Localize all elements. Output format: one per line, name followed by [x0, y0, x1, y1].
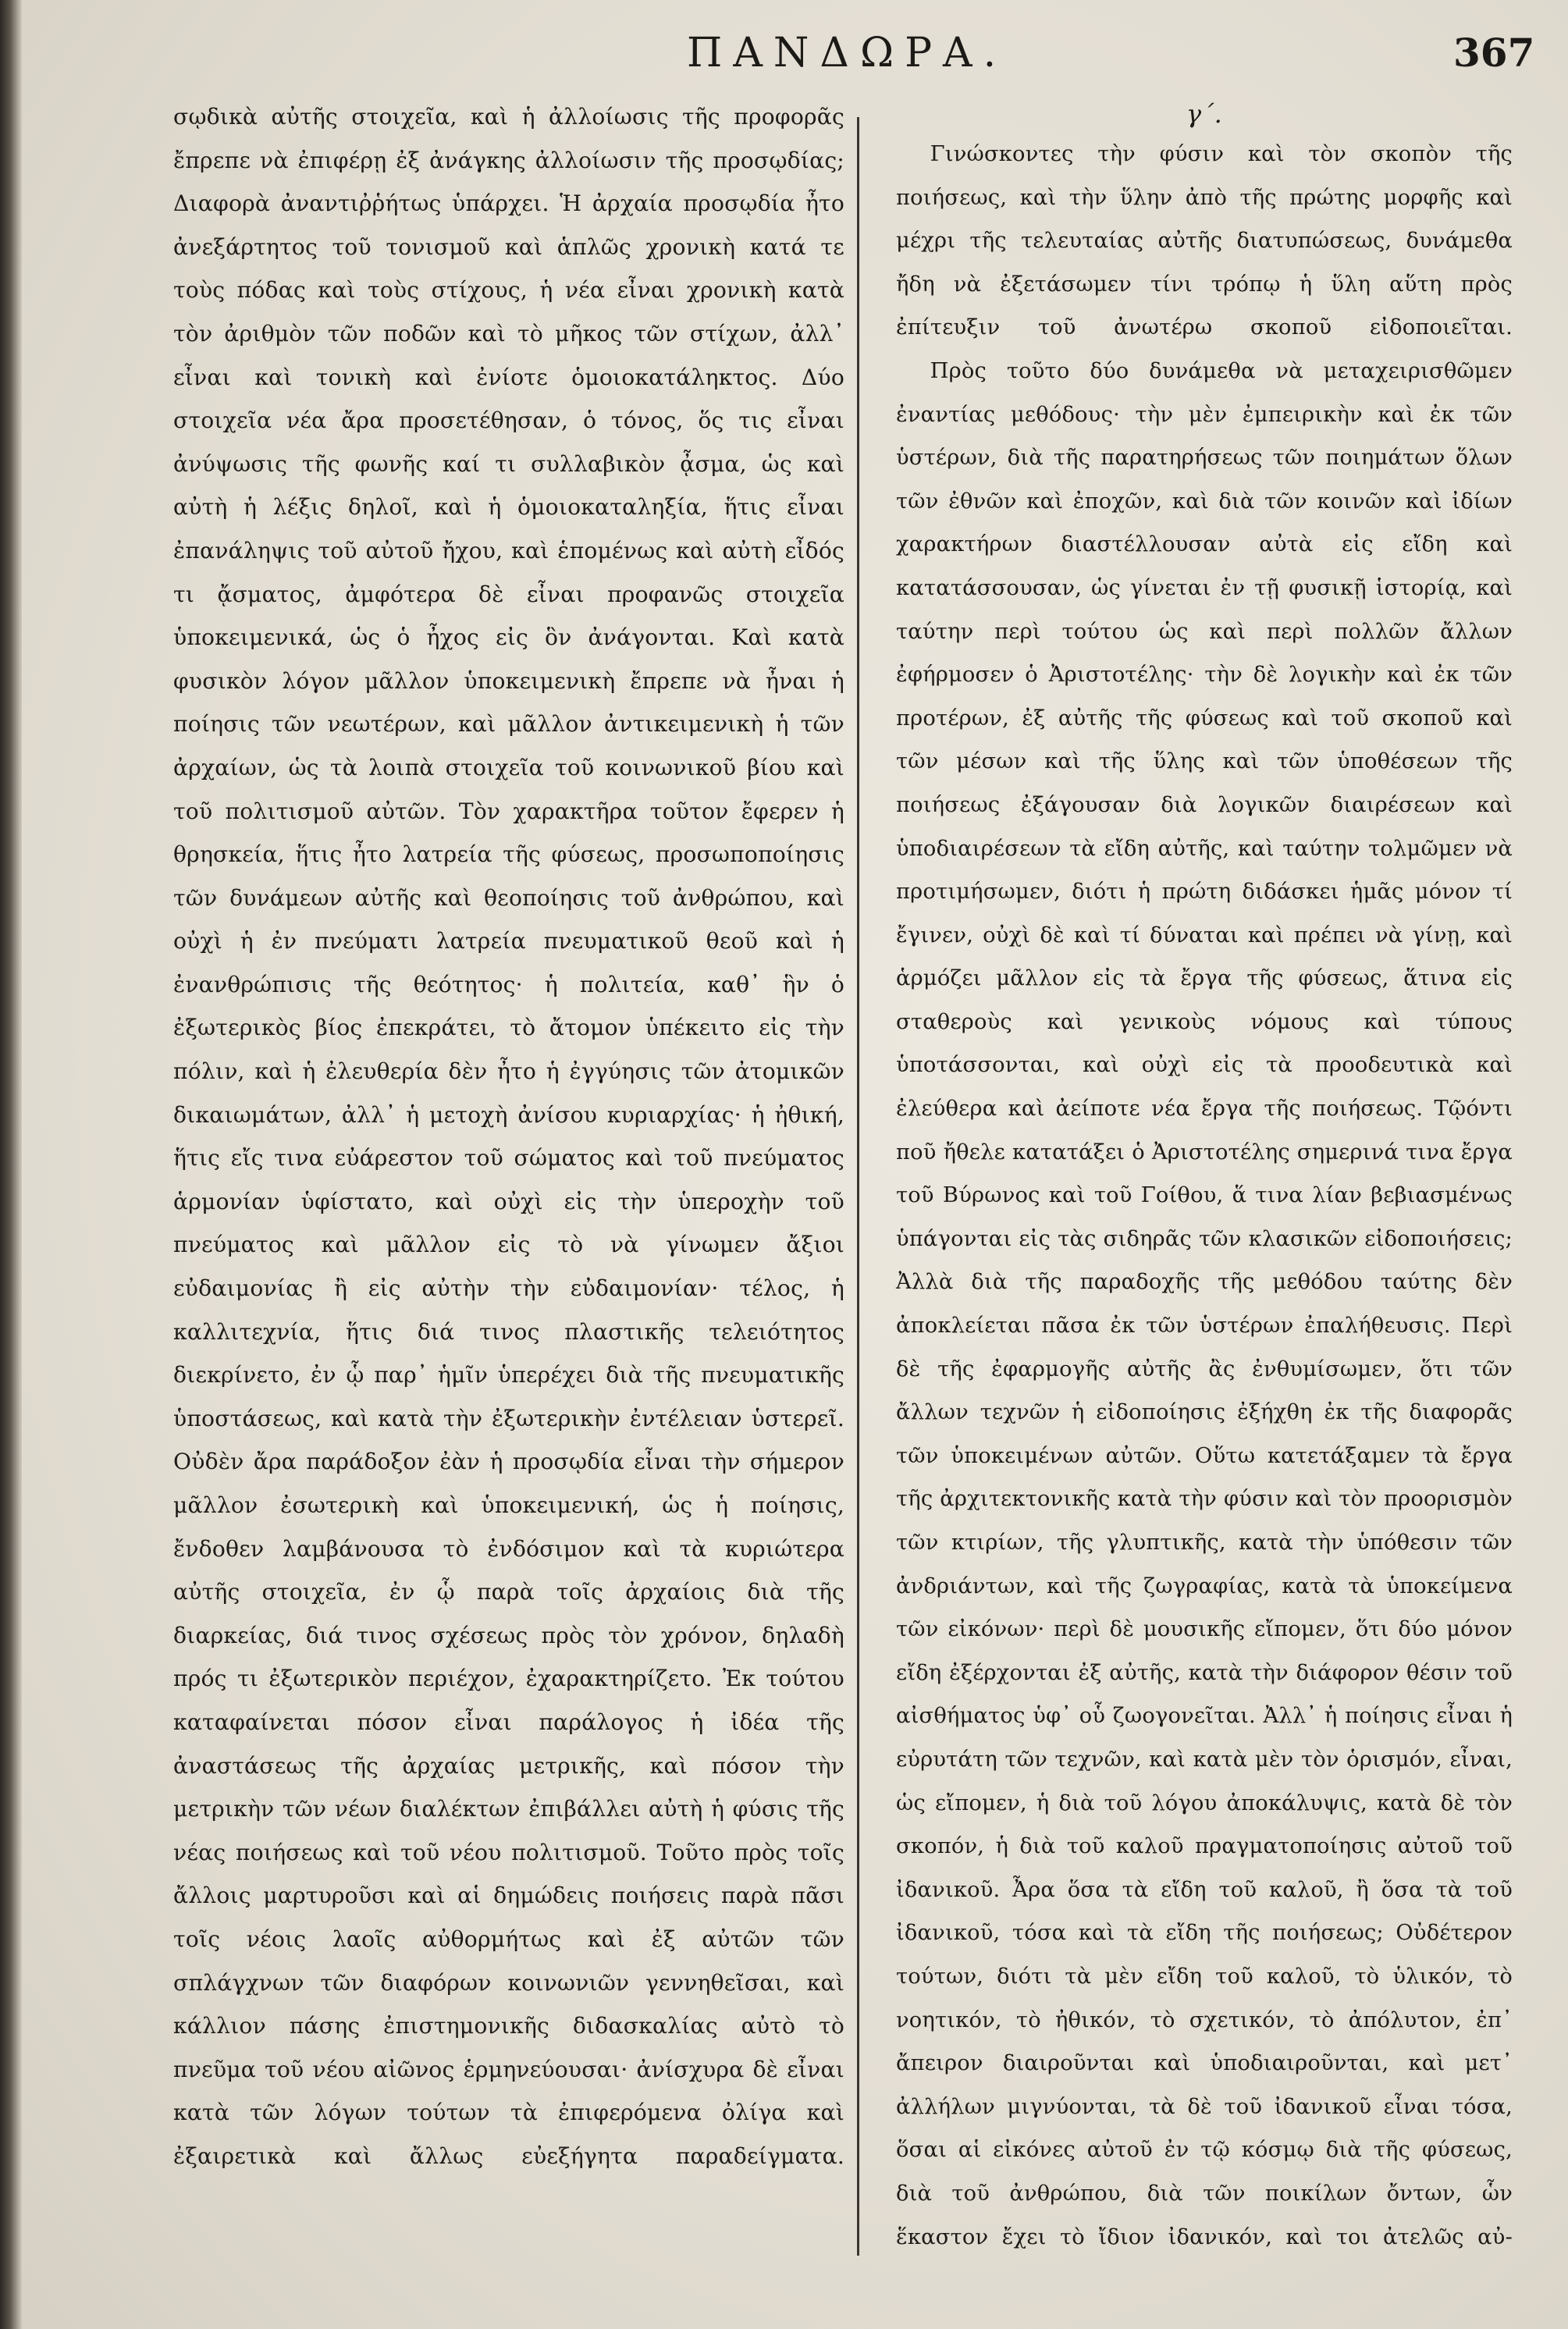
column-divider	[857, 117, 859, 2256]
page-number: 367	[1453, 30, 1535, 76]
journal-title: ΠΑΝΔΩΡΑ.	[687, 30, 1008, 76]
right-paragraph-1: Γινώσκοντες τὴν φύσιν καὶ τὸν σκοπὸν τῆς ποιήσεως, καὶ τὴν ὕλην ἀπὸ τῆς πρώτης μορφῆς καὶ μέχρι τῆς τελευταίας αὐτῆς διατυπώσεως, δυνάμεθα ἤδη νὰ ἐξετάσωμεν τίνι τρόπῳ ἡ ὕλη αὕτη πρὸς ἐπίτευξιν τοῦ ἀνωτέρω σκοποῦ εἰδοποιεῖται.	[896, 142, 1513, 340]
left-column	[173, 95, 844, 2296]
section-mark: γ΄.	[1186, 99, 1222, 129]
binding-gutter	[0, 0, 22, 2329]
running-head	[0, 30, 1568, 84]
right-paragraph-2: Πρὸς τοῦτο δύο δυνάμεθα νὰ μεταχειρισθῶμεν ἐναντίας μεθόδους· τὴν μὲν ἐμπειρικὴν καὶ ἐκ τῶν ὑστέρων, διὰ τῆς παρατηρήσεως τῶν ποιημάτων ὅλων τῶν ἐθνῶν καὶ ἐποχῶν, καὶ διὰ τῶν κοινῶν καὶ ἰδίων χαρακτήρων διαστέλλουσαν αὐτὰ εἰς εἴδη καὶ κατατάσσουσαν, ὡς γίνεται ἐν τῇ φυσικῇ ἱστορίᾳ, καὶ ταύτην περὶ τούτου ὡς καὶ περὶ πολλῶν ἄλλων ἐφήρμοσεν ὁ Ἀριστοτέλης· τὴν δὲ λογικὴν καὶ ἐκ τῶν προτέρων, ἐξ αὐτῆς τῆς φύσεως καὶ τοῦ σκοποῦ καὶ τῶν μέσων καὶ τῆς ὕλης καὶ τῶν ὑποθέσεων τῆς ποιήσεως ἐξάγουσαν διὰ λογικῶν διαιρέσεων καὶ ὑποδιαιρέσεων τὰ εἴδη αὐτῆς, καὶ ταύτην τολμῶμεν νὰ προτιμήσωμεν, διότι ἡ πρώτη διδάσκει ἡμᾶς μόνον τί ἔγινεν, οὐχὶ δὲ καὶ τί δύναται καὶ πρέπει νὰ γίνῃ, καὶ ἁρμόζει μᾶλλον εἰς τὰ ἔργα τῆς φύσεως, ἅτινα εἰς σταθεροὺς καὶ γενικοὺς νόμους καὶ τύπους ὑποτάσσονται, καὶ οὐχὶ εἰς τὰ προοδευτικὰ καὶ ἐλεύθερα καὶ ἀείποτε νέα ἔργα τῆς ποιήσεως. Τῷόντι ποῦ ἤθελε κατατάξει ὁ Ἀριστοτέλης σημερινά τινα ἔργα τοῦ Βύρωνος καὶ τοῦ Γοίθου, ἅ τινα λίαν βεβιασμένως ὑπάγονται εἰς τὰς σιδηρᾶς τῶν κλασικῶν εἰδοποιήσεις; Ἀλλὰ διὰ τῆς παραδοχῆς τῆς μεθόδου ταύτης δὲν ἀποκλείεται πᾶσα ἐκ τῶν ὑστέρων ἐπαλήθευσις. Περὶ δὲ τῆς ἐφαρμογῆς αὐτῆς ἂς ἐνθυμίσωμεν, ὅτι τῶν ἄλλων τεχνῶν ἡ εἰδοποίησις ἐξήχθη ἐκ τῆς διαφορᾶς τῶν ὑποκειμένων αὐτῶν. Οὕτω κατετάξαμεν τὰ ἔργα τῆς ἀρχιτεκτονικῆς κατὰ τὴν φύσιν καὶ τὸν προορισμὸν τῶν κτιρίων, τῆς γλυπτικῆς, κατὰ τὴν ὑπόθεσιν τῶν ἀνδριάντων, καὶ τῆς ζωγραφίας, κατὰ τὰ ὑποκείμενα τῶν εἰκόνων· περὶ δὲ μουσικῆς εἴπομεν, ὅτι δύο μόνον εἴδη ἐξέρχονται ἐξ αὐτῆς, κατὰ τὴν διάφορον θέσιν τοῦ αἰσθήματος ὑφ᾽ οὗ ζωογονεῖται. Ἀλλ᾽ ἡ ποίησις εἶναι ἡ εὐρυτάτη τῶν τεχνῶν, καὶ κατὰ μὲν τὸν ὁρισμόν, εἶναι, ὡς εἴπομεν, ἡ διὰ τοῦ λόγου ἀποκάλυψις, κατὰ δὲ τὸν σκοπόν, ἡ διὰ τοῦ καλοῦ πραγματοποίησις αὐτοῦ τοῦ ἰδανικοῦ. Ἆρα ὅσα τὰ εἴδη τοῦ καλοῦ, ἢ ὅσα τὰ τοῦ ἰδανικοῦ, τόσα καὶ τὰ εἴδη τῆς ποιήσεως; Οὐδέτερον τούτων, διότι τὰ μὲν εἴδη τοῦ καλοῦ, τὸ ὑλικόν, τὸ νοητικόν, τὸ ἠθικόν, τὸ σχετικόν, τὸ ἀπόλυτον, ἐπ᾽ ἄπειρον διαιροῦνται καὶ ὑποδιαιροῦνται, καὶ μετ᾽ ἀλλήλων μιγνύονται, τὰ δὲ τοῦ ἰδανικοῦ εἶναι τόσα, ὅσαι αἱ εἰκόνες αὐτοῦ ἐν τῷ κόσμῳ διὰ τῆς φύσεως, διὰ τοῦ ἀνθρώπου, διὰ τῶν ποικίλων ὄντων, ὧν ἕκαστον ἔχει τὸ ἴδιον ἰδανικόν, καὶ τοι ἀτελῶς αὐ-	[896, 358, 1513, 2249]
left-column-text: σῳδικὰ αὐτῆς στοιχεῖα, καὶ ἡ ἀλλοίωσις τῆς προφορᾶς ἔπρεπε νὰ ἐπιφέρῃ ἐξ ἀνάγκης ἀλλοίωσιν τῆς προσῳδίας; Διαφορὰ ἀναντιῤῥήτως ὑπάρχει. Ἡ ἀρχαία προσῳδία ἦτο ἀνεξάρτητος τοῦ τονισμοῦ καὶ ἁπλῶς χρονικὴ κατά τε τοὺς πόδας καὶ τοὺς στίχους, ἡ νέα εἶναι χρονικὴ κατὰ τὸν ἀριθμὸν τῶν ποδῶν καὶ τὸ μῆκος τῶν στίχων, ἀλλ᾽ εἶναι καὶ τονικὴ καὶ ἐνίοτε ὁμοιοκατάληκτος. Δύο στοιχεῖα νέα ἄρα προσετέθησαν, ὁ τόνος, ὅς τις εἶναι ἀνύψωσις τῆς φωνῆς καί τι συλλαβικὸν ᾆσμα, ὡς καὶ αὐτὴ ἡ λέξις δηλοῖ, καὶ ἡ ὁμοιοκαταληξία, ἥτις εἶναι ἐπανάληψις τοῦ αὐτοῦ ἤχου, καὶ ἑπομένως καὶ αὐτὴ εἶδός τι ᾄσματος, ἀμφότερα δὲ εἶναι προφανῶς στοιχεῖα ὑποκειμενικά, ὡς ὁ ἦχος εἰς ὃν ἀνάγονται. Καὶ κατὰ φυσικὸν λόγον μᾶλλον ὑποκειμενικὴ ἔπρεπε νὰ ἦναι ἡ ποίησις τῶν νεωτέρων, καὶ μᾶλλον ἀντικειμενικὴ ἡ τῶν ἀρχαίων, ὡς τὰ λοιπὰ στοιχεῖα τοῦ κοινωνικοῦ βίου καὶ τοῦ πολιτισμοῦ αὐτῶν. Τὸν χαρακτῆρα τοῦτον ἔφερεν ἡ θρησκεία, ἥτις ἦτο λατρεία τῆς φύσεως, προσωποποίησις τῶν δυνάμεων αὐτῆς καὶ θεοποίησις τοῦ ἀνθρώπου, καὶ οὐχὶ ἡ ἐν πνεύματι λατρεία πνευματικοῦ θεοῦ καὶ ἡ ἐνανθρώπισις τῆς θεότητος· ἡ πολιτεία, καθ᾽ ἣν ὁ ἐξωτερικὸς βίος ἐπεκράτει, τὸ ἄτομον ὑπέκειτο εἰς τὴν πόλιν, καὶ ἡ ἐλευθερία δὲν ἦτο ἡ ἐγγύησις τῶν ἀτομικῶν δικαιωμάτων, ἀλλ᾽ ἡ μετοχὴ ἀνίσου κυριαρχίας· ἡ ἠθική, ἥτις εἴς τινα εὐάρεστον τοῦ σώματος καὶ τοῦ πνεύματος ἁρμονίαν ὑφίστατο, καὶ οὐχὶ εἰς τὴν ὑπεροχὴν τοῦ πνεύματος καὶ μᾶλλον εἰς τὸ νὰ γίνωμεν ἄξιοι εὐδαιμονίας ἢ εἰς αὐτὴν τὴν εὐδαιμονίαν· τέλος, ἡ καλλιτεχνία, ἥτις διά τινος πλαστικῆς τελειότητος διεκρίνετο, ἐν ᾧ παρ᾽ ἡμῖν ὑπερέχει διὰ τῆς πνευματικῆς ὑποστάσεως, καὶ κατὰ τὴν ἐξωτερικὴν ἐντέλειαν ὑστερεῖ. Οὐδὲν ἄρα παράδοξον ἐὰν ἡ προσῳδία εἶναι τὴν σήμερον μᾶλλον ἐσωτερικὴ καὶ ὑποκειμενική, ὡς ἡ ποίησις, ἔνδοθεν λαμβάνουσα τὸ ἐνδόσιμον καὶ τὰ κυριώτερα αὐτῆς στοιχεῖα, ἐν ᾧ παρὰ τοῖς ἀρχαίοις διὰ τῆς διαρκείας, διά τινος σχέσεως πρὸς τὸν χρόνον, δηλαδὴ πρός τι ἐξωτερικὸν περιέχον, ἐχαρακτηρίζετο. Ἐκ τούτου καταφαίνεται πόσον εἶναι παράλογος ἡ ἰδέα τῆς ἀναστάσεως τῆς ἀρχαίας μετρικῆς, καὶ πόσον τὴν μετρικὴν τῶν νέων διαλέκτων ἐπιβάλλει αὐτὴ ἡ φύσις τῆς νέας ποιήσεως καὶ τοῦ νέου πολιτισμοῦ. Τοῦτο πρὸς τοῖς ἄλλοις μαρτυροῦσι καὶ αἱ δημώδεις ποιήσεις παρὰ πᾶσι τοῖς νέοις λαοῖς αὐθορμήτως καὶ ἐξ αὐτῶν τῶν σπλάγχνων τῶν διαφόρων κοινωνιῶν γεννηθεῖσαι, καὶ κάλλιον πάσης ἐπιστημονικῆς διδασκαλίας αὐτὸ τὸ πνεῦμα τοῦ νέου αἰῶνος ἑρμηνεύουσαι· ἀνίσχυρα δὲ εἶναι κατὰ τῶν λόγων τούτων τὰ ἐπιφερόμενα ὀλίγα καὶ ἐξαιρετικὰ καὶ ἄλλως εὐεξήγητα παραδείγματα.	[173, 104, 844, 2169]
right-column	[896, 95, 1513, 2296]
